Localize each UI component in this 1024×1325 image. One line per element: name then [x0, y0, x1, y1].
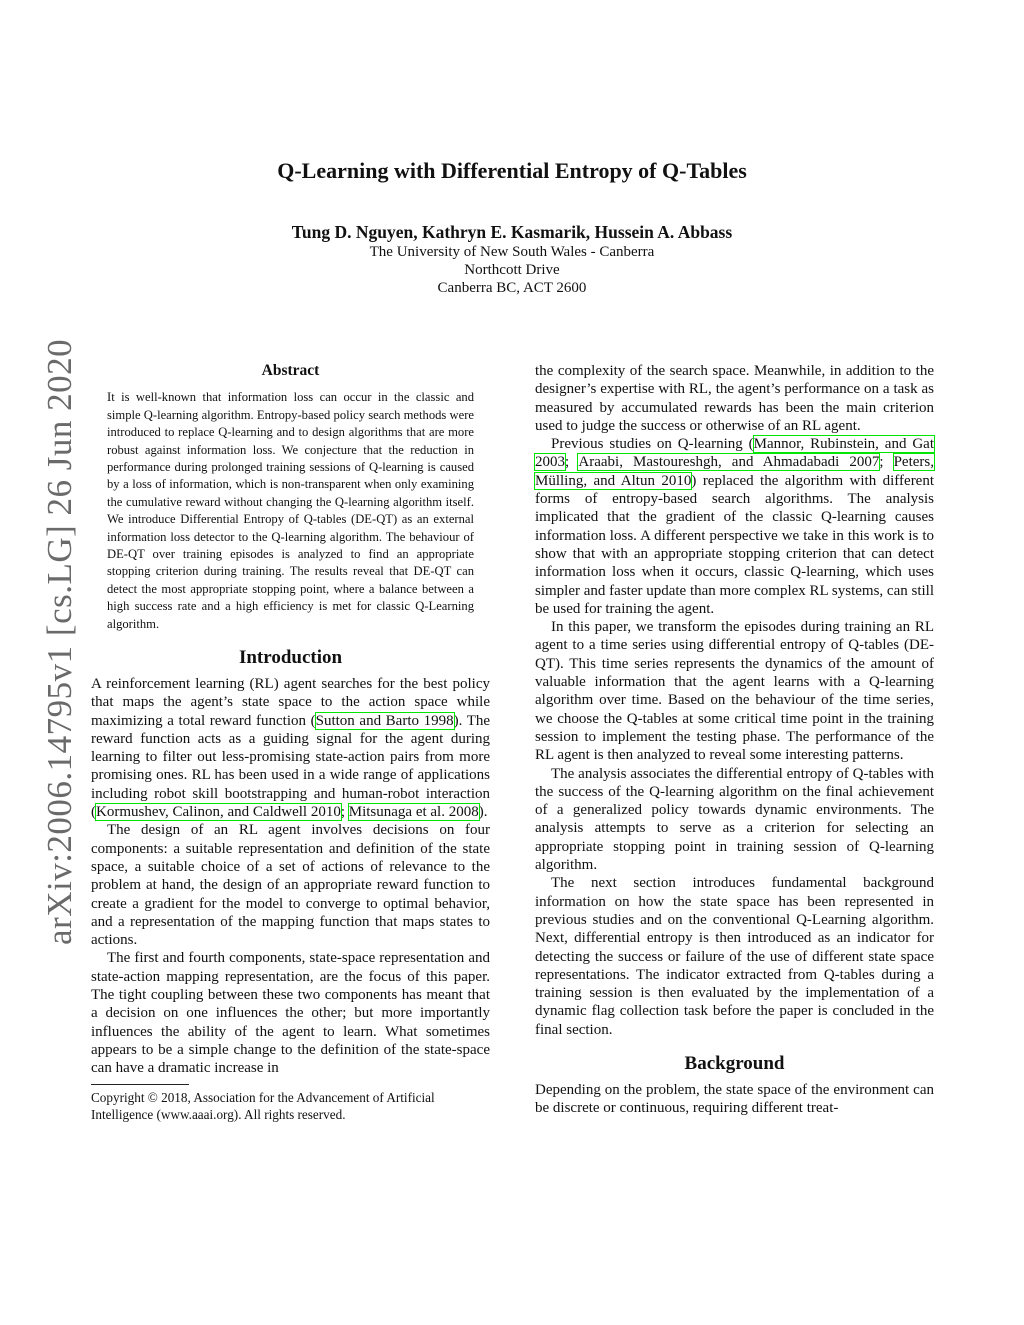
citation-link[interactable]: Araabi, Mastoureshgh, and Ahmadabadi 2007: [578, 454, 880, 471]
text-run: ;: [565, 454, 579, 471]
body-paragraph: The next section introduces fundamental background information on how the state space has been represented in previous studies and on the conventional Q-Learning algorithm. Next, differential entropy is then introduced as an indicator for detecting the success or failure of the use of different state space representations. The indicator extracted from Q-tables during a training session is then evaluated by the implementation of a dynamic flag collection task before the paper is concluded in the final section.: [535, 875, 934, 1038]
right-column: [535, 362, 934, 1118]
citation-link[interactable]: Kormushev, Calinon, and Caldwell 2010: [96, 804, 341, 821]
text-run: ) replaced the algorithm with different forms of entropy-based search algorithms. The analysis implicated that the gradient of the classic Q-learning causes information loss. A different perspective we take in this work is to show that with an appropriate stopping criterion that can detect information loss when it occurs, classic Q-learning, which uses simpler and faster update than more complex RL systems, can still be used for training the agent.: [535, 472, 935, 617]
intro-paragraph: [91, 675, 490, 821]
text-run: A reinforcement learning (RL) agent searches for the best policy that maps the agent’s state space to the action space while maximizing a total reward function (: [91, 675, 490, 729]
author-list: Tung D. Nguyen, Kathryn E. Kasmarik, Hussein A. Abbass: [291, 222, 733, 242]
text-run: ;: [879, 454, 894, 471]
citation-link[interactable]: Mitsunaga et al. 2008: [348, 804, 479, 821]
paper-title: Q-Learning with Differential Entropy of Q-Tables: [277, 158, 747, 183]
abstract-heading: Abstract: [261, 362, 320, 379]
left-column: [91, 362, 490, 1123]
body-paragraph: Depending on the problem, the state space of the environment can be discrete or continuous, requiring different treat-: [535, 1081, 934, 1117]
affiliation: [0, 243, 1024, 297]
abstract-text: It is well-known that information loss can occur in the classic and simple Q-learning algorithm. Entropy-based policy search methods were introduced to replace Q-learning and to design algorithms that are more robust against information loss. We conjecture that the reduction in performance during prolonged training sessions of Q-learning is caused by a loss of information, which is non-transparent when only examining the cumulative reward without changing the Q-learning algorithm itself. We introduce Differential Entropy of Q-tables (DE-QT) as an external information loss detector to the Q-learning algorithm. The behaviour of DE-QT over training episodes is analyzed to find an appropriate stopping criterion during training. The results reveal that DE-QT can detect the most appropriate stopping point, where a balance between a high success rate and a high efficiency is met for classic Q-Learning algorithm.: [107, 390, 474, 631]
affiliation-line: Canberra BC, ACT 2600: [437, 280, 587, 296]
body-paragraph: the complexity of the search space. Meanwhile, in addition to the designer’s expertise with RL, the agent’s performance on a task as measured by accumulated rewards has been the main criterion used to judge the success or otherwise of an RL agent.: [535, 363, 934, 434]
introduction-heading: Introduction: [238, 646, 343, 668]
text-run: ).: [478, 804, 488, 821]
affiliation-line: The University of New South Wales - Canberra: [369, 244, 655, 260]
citation-link[interactable]: Sutton and Barto 1998: [315, 712, 454, 729]
intro-paragraph: The design of an RL agent involves decisions on four components: a suitable representation and definition of the state space, a suitable choice of a set of actions of relevance to the problem at hand, the design of an appropriate reward function to create a gradient for the model to converge to optimal behavior, and a representation of the mapping function that maps states to actions.: [91, 822, 490, 949]
body-paragraph: [535, 435, 934, 618]
body-paragraph: The analysis associates the differential entropy of Q-tables with the success of the Q-learning algorithm on the final achievement of a generalized policy towards dynamic environments. The analysis attempts to serve as a criterion for selecting an appropriate stopping point in training session of Q-learning algorithm.: [535, 765, 934, 874]
copyright-footnote: Copyright © 2018, Association for the Advancement of Artificial Intelligence (www.aaai.org). All rights reserved.: [91, 1089, 435, 1122]
text-run: Previous studies on Q-learning (: [551, 436, 754, 453]
text-run: ). The reward function acts as a guiding signal for the agent during learning to filter out less-promising state-action pairs from more promising ones. RL has been used in a wide range of applications including robot skill bootstrapping and human-robot interaction (: [91, 712, 491, 821]
intro-paragraph: The first and fourth components, state-space representation and state-action mapping representation, are the focus of this paper. The tight coupling between these two components has meant that a decision on one influences the other; but more importantly influences the ability of the agent to learn. What sometimes appears to be a simple change to the definition of the state-space can have a dramatic increase in: [91, 950, 490, 1077]
arxiv-identifier: arXiv:2006.14795v1 [cs.LG] 26 Jun 2020: [40, 338, 79, 945]
text-run: ;: [340, 804, 349, 821]
affiliation-line: Northcott Drive: [464, 262, 560, 278]
body-paragraph: In this paper, we transform the episodes during training an RL agent to a time series using differential entropy of Q-tables (DE-QT). This time series represents the dynamics of the amount of valuable information that the agent learns with a Q-learning algorithm over time. Based on the behaviour of the time series, we choose the Q-tables at some critical time point in the training session to implement the testing phase. The performance of the RL agent is then analyzed to reveal some interesting patterns.: [535, 619, 934, 764]
citation-link[interactable]: Peters, Mülling, and Altun 2010: [535, 454, 934, 489]
footnote-divider: [91, 1084, 189, 1085]
background-heading: Background: [684, 1052, 785, 1074]
citation-link[interactable]: Mannor, Rubinstein, and Gat 2003: [535, 436, 934, 471]
